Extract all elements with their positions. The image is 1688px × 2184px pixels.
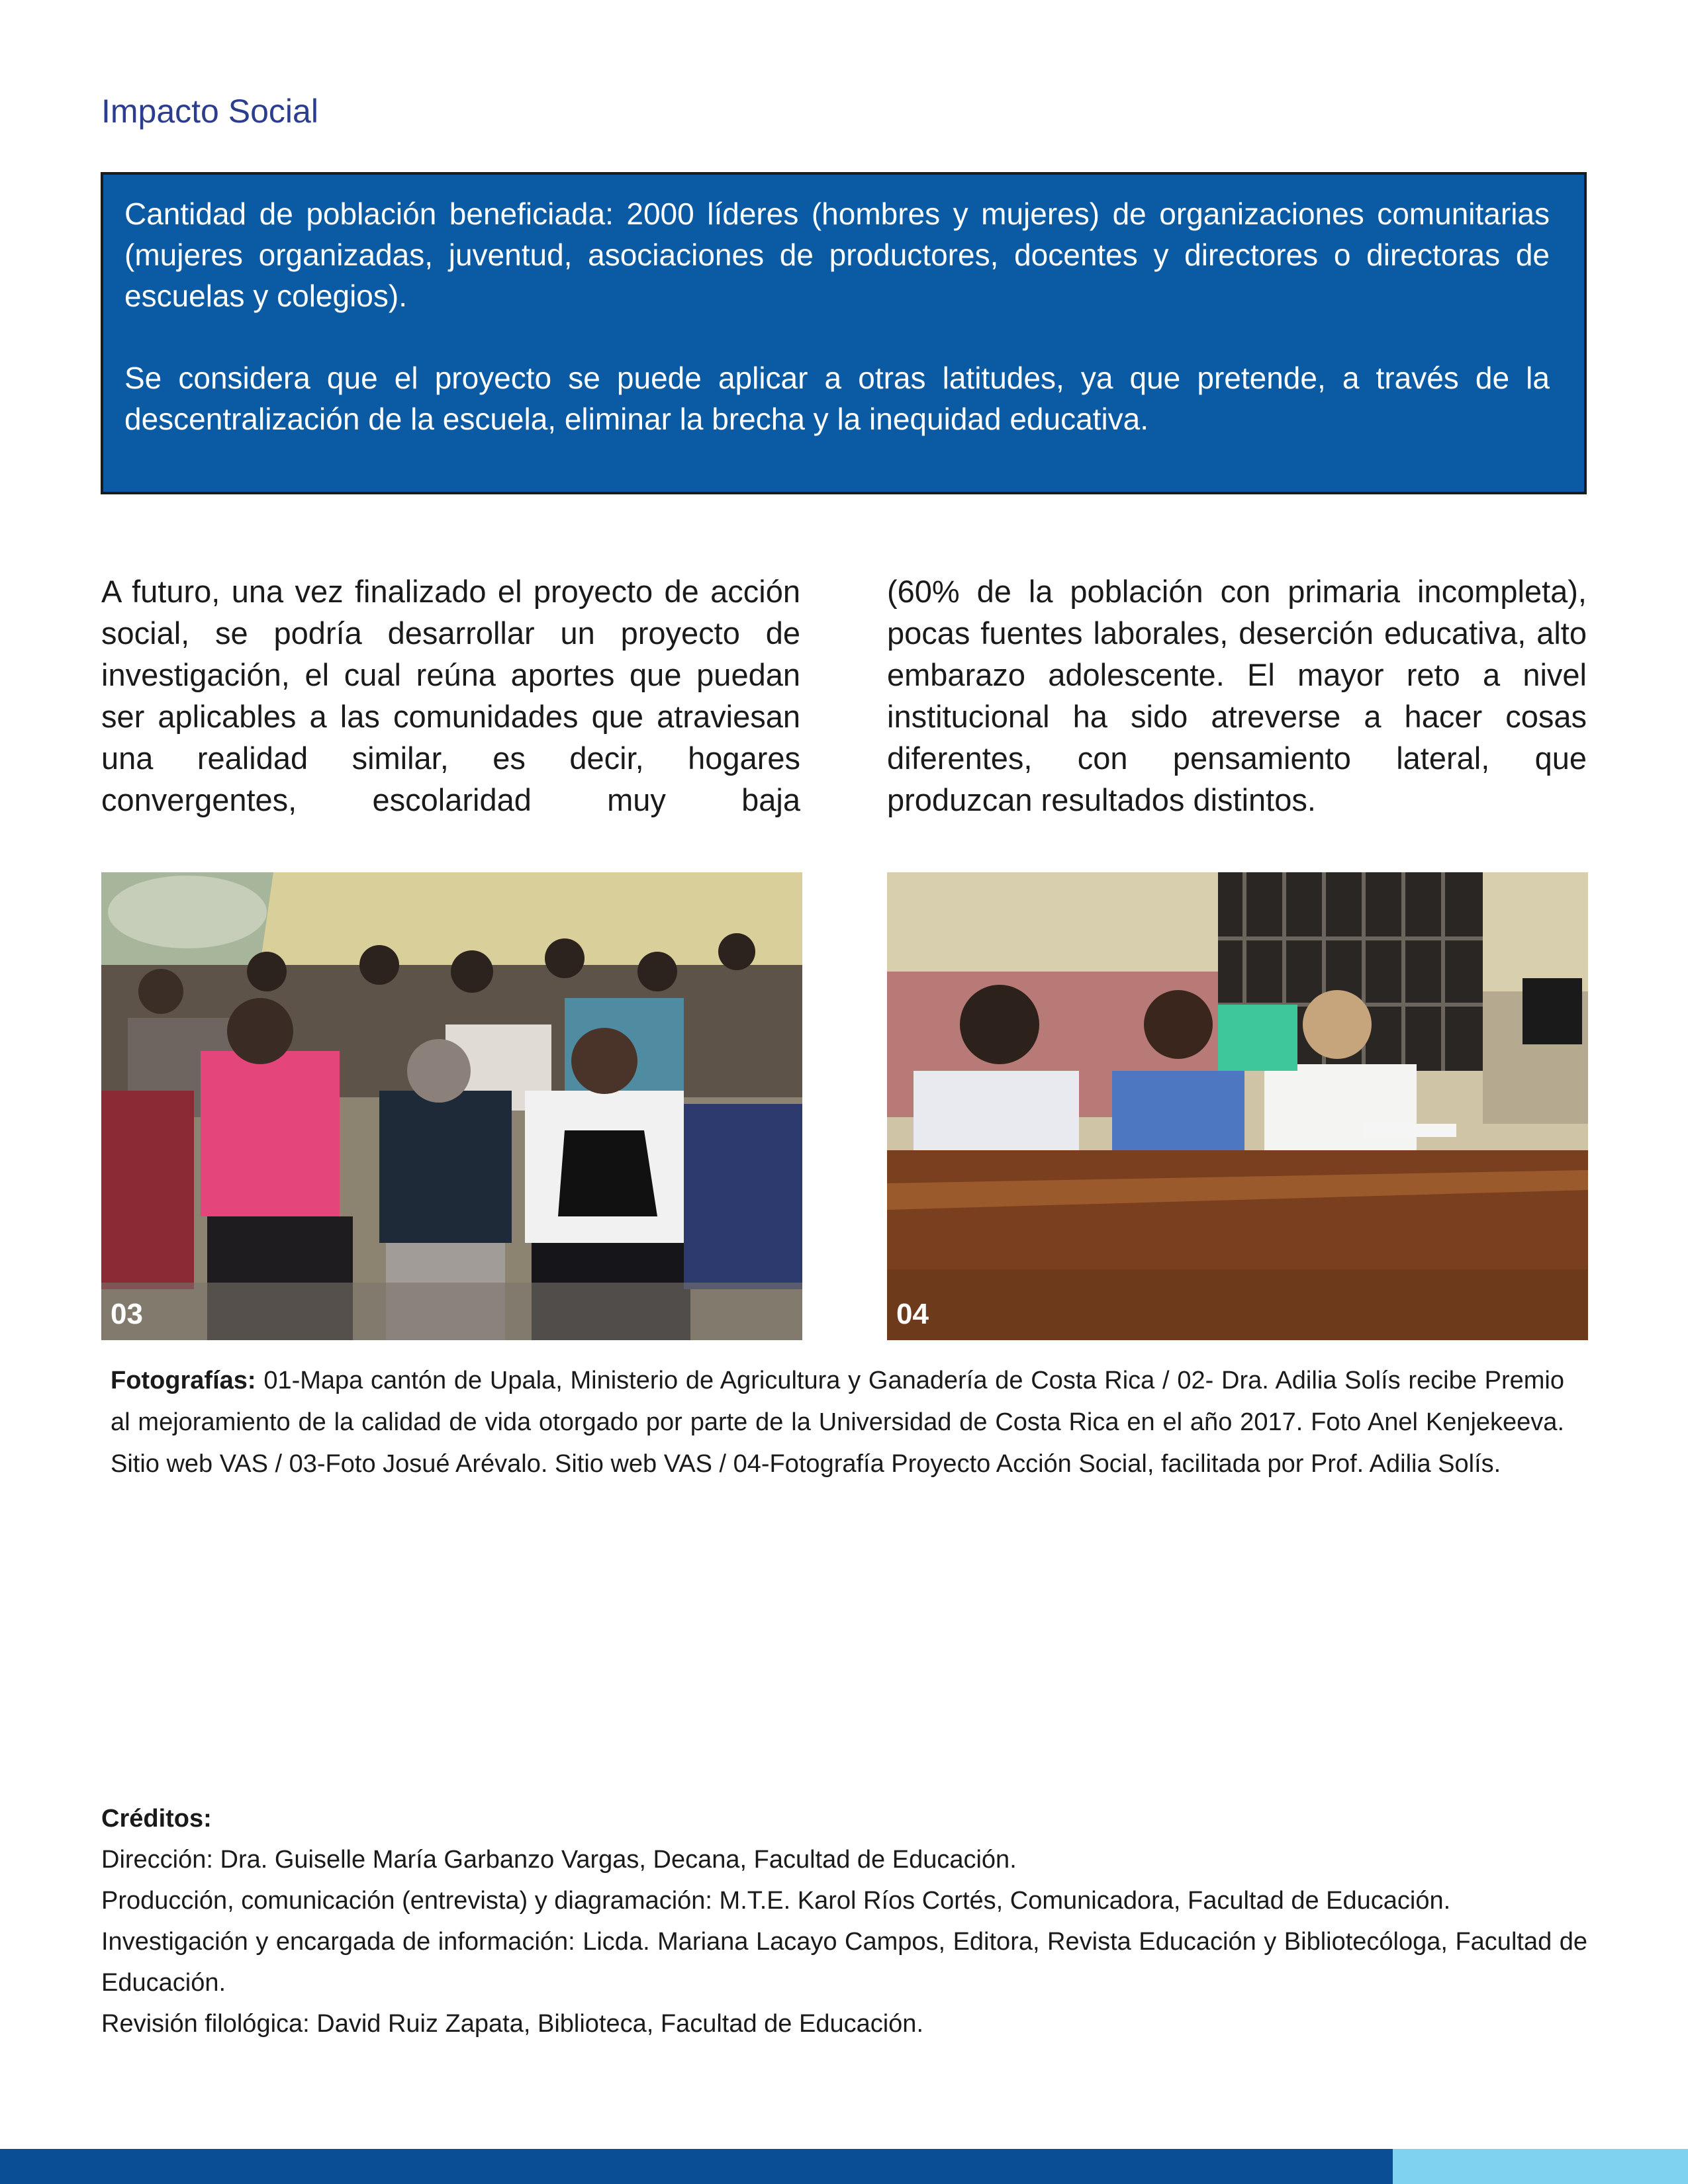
credit-line-production: Producción, comunicación (entrevista) y diagramación: M.T.E. Karol Ríos Cortés, Comunicadora, Facultad de Educación. [101,1887,1451,1915]
photo-number-04: 04 [896,1298,929,1330]
photo-04-image [887,872,1588,1340]
credit-line-review: Revisión filológica: David Ruiz Zapata, Biblioteca, Facultad de Educación. [101,2010,923,2038]
footer-accent [1393,2149,1688,2184]
photo-number-03: 03 [111,1298,143,1330]
credit-line-direction: Dirección: Dra. Guiselle María Garbanzo Vargas, Decana, Facultad de Educación. [101,1846,1017,1874]
body-column-left: A futuro, una vez finalizado el proyecto de acción social, se podría desarrollar un proyecto de investigación, el cual reúna aportes que puedan ser aplicables a las comunidades que atraviesan una realidad similar, es decir, hogares convergentes, escolaridad muy baja [101,574,800,817]
body-column-right [887,570,1587,821]
photo-credits-caption [111,1360,1564,1485]
photo-03-community-meeting [101,872,802,1340]
credits-label: Créditos: [101,1805,212,1833]
section-heading: Impacto Social [101,93,318,130]
photo-03-image [101,872,802,1340]
body-column-right-text: (60% de la población con primaria incompleta), pocas fuentes laborales, deserción educativa, alto embarazo adolescente. El mayor reto a nivel institucional ha sido atreverse a hacer cosas diferentes, con pensamiento lateral, que produzcan resultados distintos. [887,574,1587,817]
impact-summary-box [101,172,1587,494]
beneficiaries-paragraph: Cantidad de población beneficiada: 2000 líderes (hombres y mujeres) de organizaciones comunitarias (mujeres organizadas, juventud, asociaciones de productores, docentes y directores o directoras de escuelas y colegios). [124,197,1550,313]
caption-text: 01-Mapa cantón de Upala, Ministerio de Agricultura y Ganadería de Costa Rica / 02- Dra. Adilia Solís recibe Premio al mejoramiento de la calidad de vida otorgado por parte de la Universidad de Costa Rica en el año 2017. Foto Anel Kenjekeeva. Sitio web VAS / 03-Foto Josué Arévalo. Sitio web VAS / 04-Fotografía Proyecto Acción Social, facilitada por Prof. Adilia Solís. [111,1367,1564,1478]
applicability-paragraph: Se considera que el proyecto se puede aplicar a otras latitudes, ya que pretende, a través de la descentralización de la escuela, eliminar la brecha y la inequidad educativa. [124,361,1550,436]
caption-label: Fotografías: [111,1367,256,1394]
photo-04-working-session [887,872,1588,1340]
credit-line-research: Investigación y encargada de información: Licda. Mariana Lacayo Campos, Editora, Revista Educación y Bibliotecóloga, Facultad de Educación. [101,1928,1587,1997]
credits-section [101,1798,1587,2044]
